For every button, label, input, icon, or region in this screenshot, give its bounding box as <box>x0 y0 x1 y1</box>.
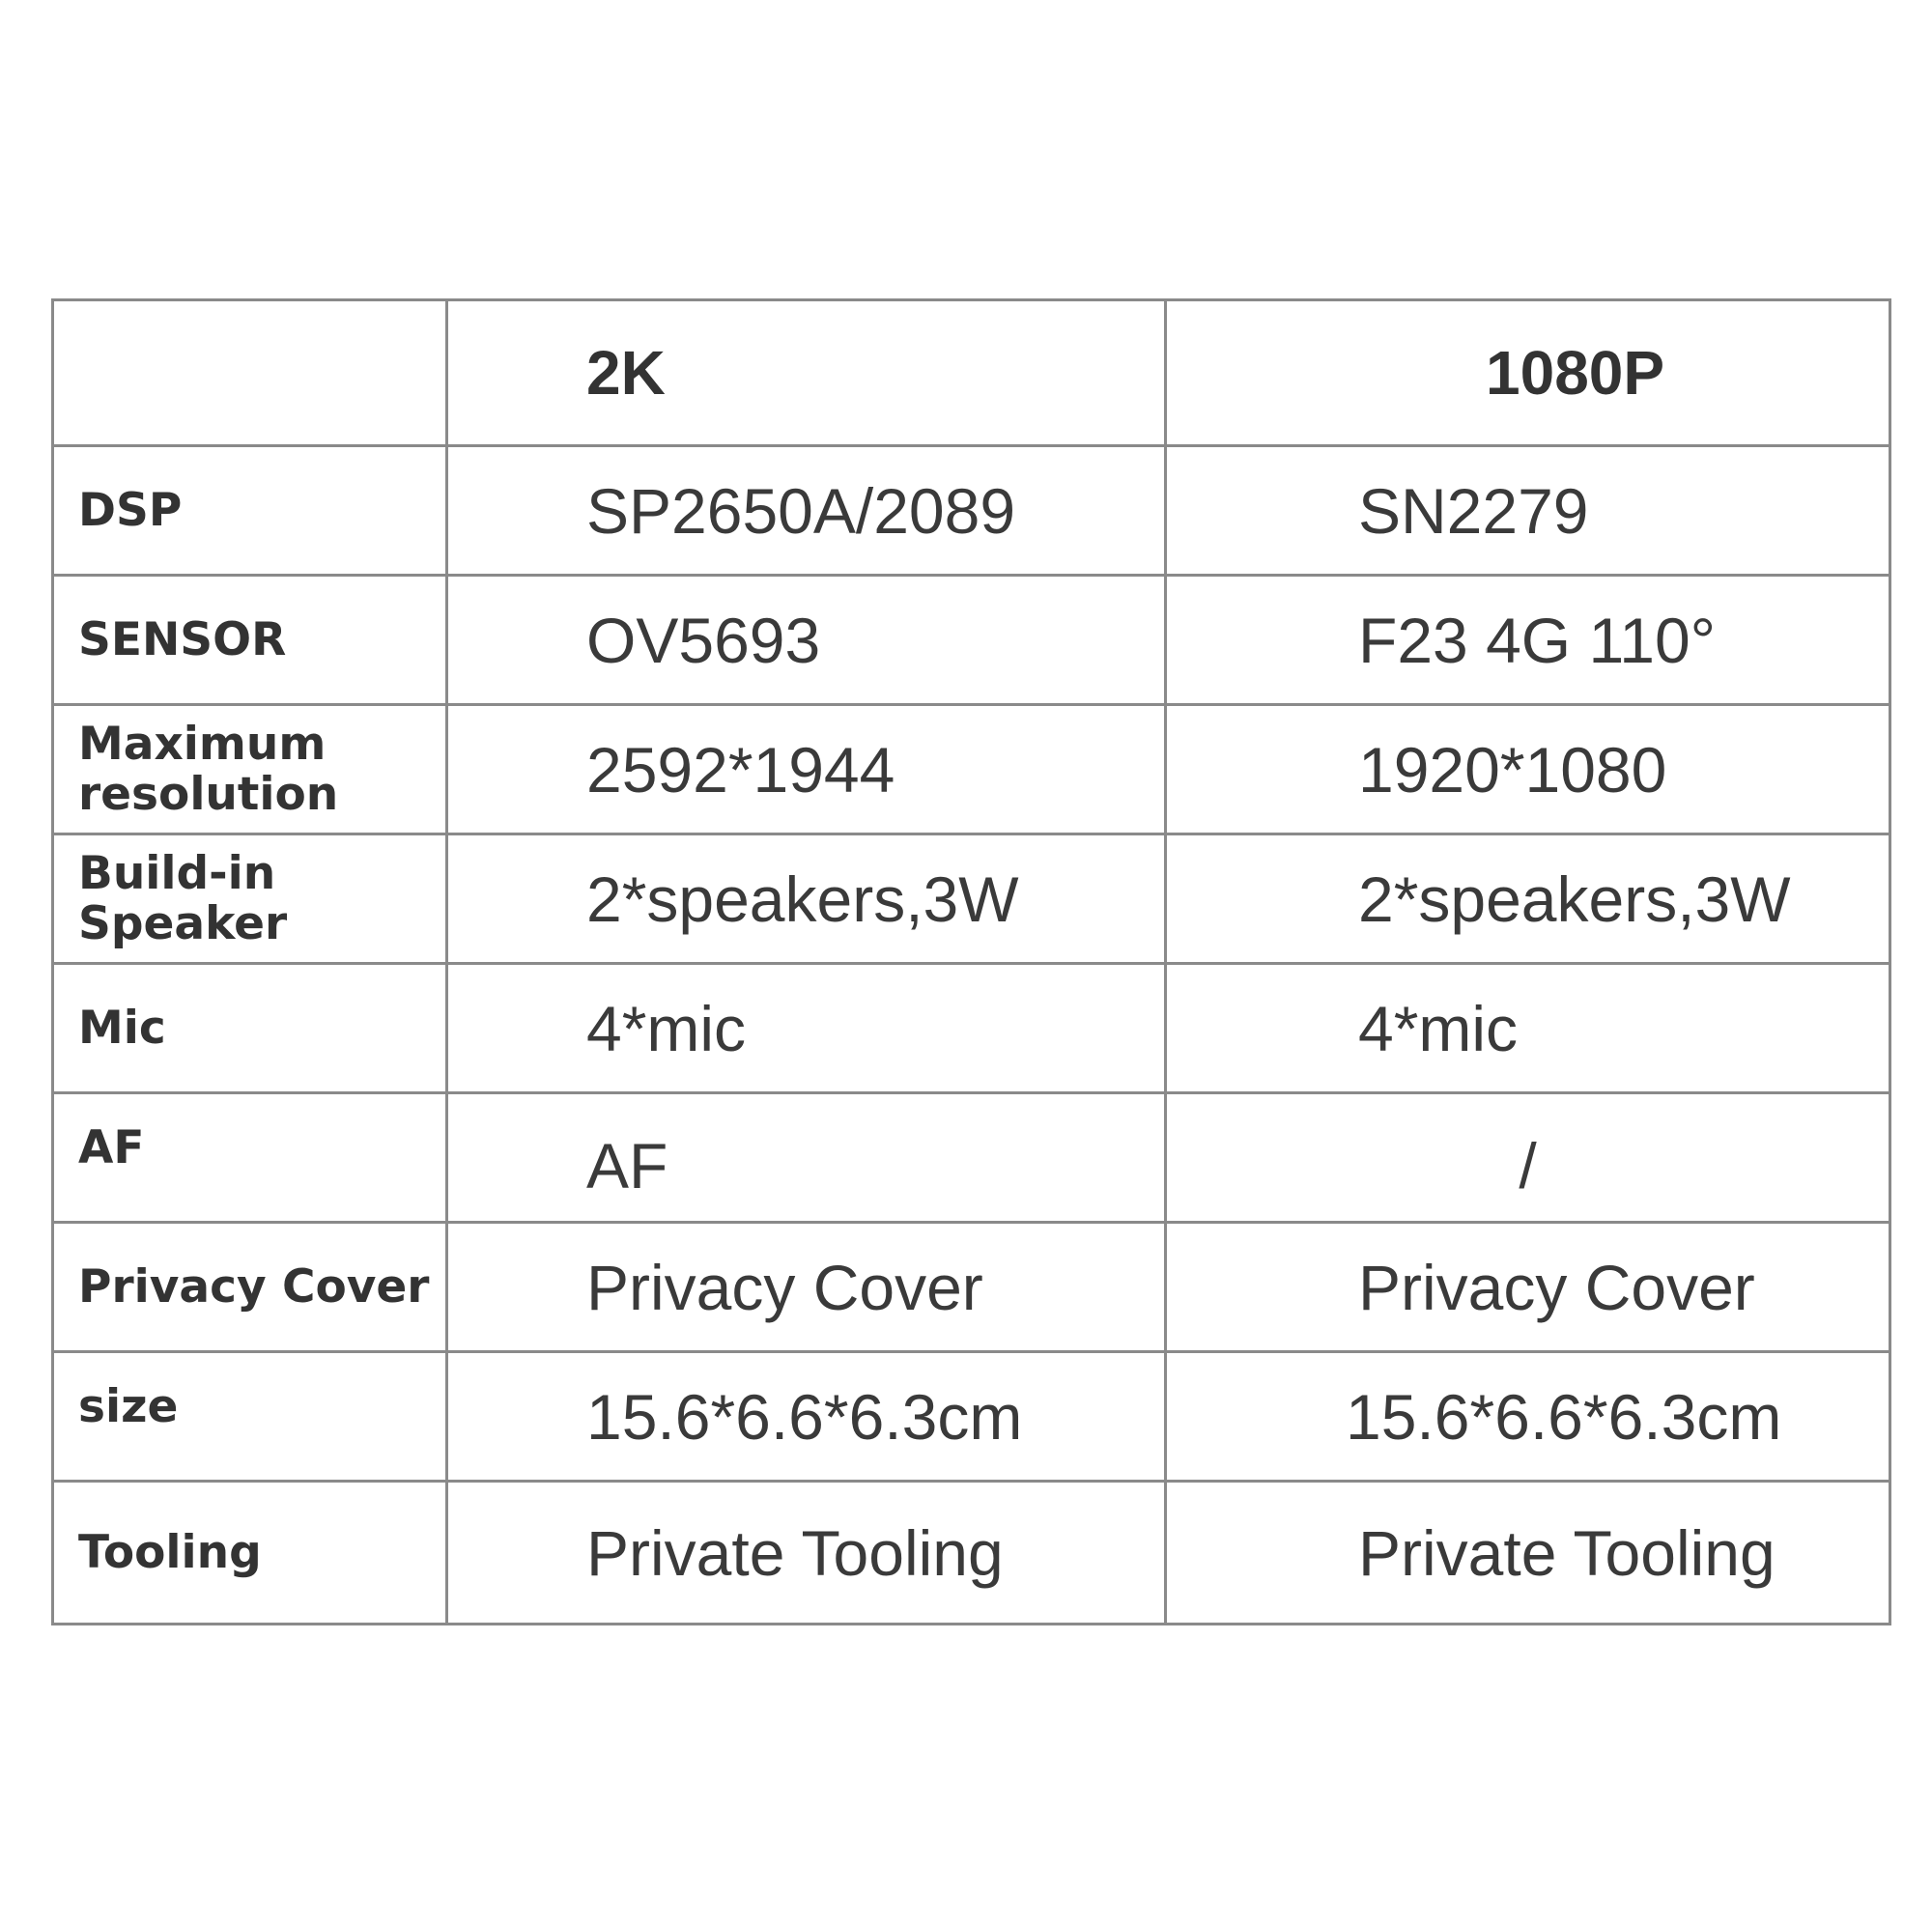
table-header-row <box>53 300 1890 446</box>
table-row-sensor <box>53 576 1890 705</box>
column-header-1080p: 1080P <box>1166 300 1890 446</box>
table-row-dsp <box>53 446 1890 576</box>
cell-max-resolution-1080p: 1920*1080 <box>1166 705 1890 834</box>
row-label-size-text: size <box>78 1379 179 1433</box>
table-row-size <box>53 1352 1890 1482</box>
row-label-size <box>53 1352 447 1482</box>
cell-privacy-cover-2k: Privacy Cover <box>447 1223 1166 1352</box>
row-label-af <box>53 1093 447 1223</box>
cell-af-1080p-text: / <box>1519 1129 1537 1201</box>
row-label-speaker: Build-in Speaker <box>53 834 447 964</box>
spec-comparison-table <box>51 298 1891 1625</box>
table-row-mic <box>53 964 1890 1093</box>
table-row-privacy-cover <box>53 1223 1890 1352</box>
cell-privacy-cover-1080p: Privacy Cover <box>1166 1223 1890 1352</box>
cell-size-2k: 15.6*6.6*6.3cm <box>447 1352 1166 1482</box>
cell-max-resolution-2k: 2592*1944 <box>447 705 1166 834</box>
cell-dsp-1080p: SN2279 <box>1166 446 1890 576</box>
cell-af-1080p <box>1166 1093 1890 1223</box>
cell-tooling-2k: Private Tooling <box>447 1482 1166 1625</box>
row-label-max-resolution: Maximum resolution <box>53 705 447 834</box>
row-label-dsp: DSP <box>53 446 447 576</box>
cell-af-2k <box>447 1093 1166 1223</box>
row-label-af-text: AF <box>78 1120 145 1174</box>
row-label-sensor: SENSOR <box>53 576 447 705</box>
cell-dsp-2k: SP2650A/2089 <box>447 446 1166 576</box>
table-row-tooling <box>53 1482 1890 1625</box>
cell-size-1080p: 15.6*6.6*6.3cm <box>1166 1352 1890 1482</box>
table-row-speaker <box>53 834 1890 964</box>
row-label-mic: Mic <box>53 964 447 1093</box>
cell-tooling-1080p: Private Tooling <box>1166 1482 1890 1625</box>
corner-cell <box>53 300 447 446</box>
column-header-2k: 2K <box>447 300 1166 446</box>
cell-mic-1080p: 4*mic <box>1166 964 1890 1093</box>
table-row-af <box>53 1093 1890 1223</box>
table-row-max-resolution <box>53 705 1890 834</box>
row-label-tooling: Tooling <box>53 1482 447 1625</box>
cell-sensor-2k: OV5693 <box>447 576 1166 705</box>
cell-speaker-1080p: 2*speakers,3W <box>1166 834 1890 964</box>
row-label-privacy-cover: Privacy Cover <box>53 1223 447 1352</box>
cell-sensor-1080p: F23 4G 110° <box>1166 576 1890 705</box>
cell-speaker-2k: 2*speakers,3W <box>447 834 1166 964</box>
cell-mic-2k: 4*mic <box>447 964 1166 1093</box>
cell-af-2k-text: AF <box>586 1129 668 1201</box>
